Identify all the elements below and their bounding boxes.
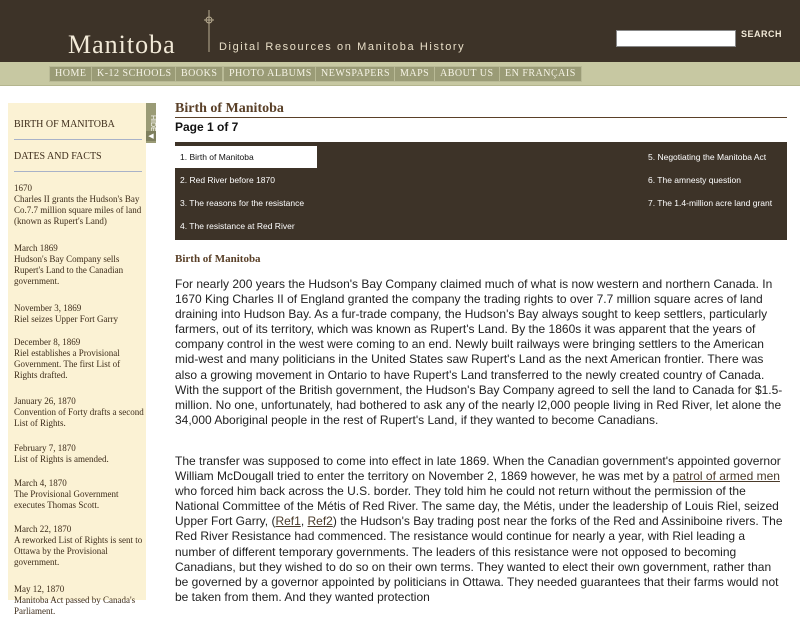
event-date: January 26, 1870 <box>14 396 76 406</box>
event-date: May 12, 1870 <box>14 584 65 594</box>
page-menu-item-3[interactable]: 3. The reasons for the resistance <box>180 198 305 208</box>
sidebar-divider <box>14 139 142 140</box>
page-menu <box>175 142 787 240</box>
timeline-event <box>14 478 144 511</box>
main-nav <box>0 62 800 86</box>
paragraph-text: The transfer was supposed to come into effect in late 1869. When the Canadian government's appointed governor William McDougall tried to enter the territory on November 2, 1869 however, he was met by a <box>175 454 781 484</box>
event-text: The Provisional Government executes Thomas Scott. <box>14 489 119 510</box>
event-date: March 1869 <box>14 243 58 253</box>
paragraph-text: who forced him back across the U.S. border. They told him he could not return without the permission of the National Committee of the Métis of Red River. The same day, the Métis, under the leadership of Louis Riel, seized Upper Fort Garry, ( <box>175 484 779 529</box>
page-menu-item-1[interactable]: 1. Birth of Manitoba <box>175 146 317 168</box>
page-menu-item-6[interactable]: 6. The amnesty question <box>648 175 741 185</box>
event-text: Hudson's Bay Company sells Rupert's Land to the Canadian government. <box>14 254 124 286</box>
timeline-event <box>14 183 144 227</box>
event-date: February 7, 1870 <box>14 443 76 453</box>
page-menu-item-7[interactable]: 7. The 1.4-million acre land grant <box>648 198 773 208</box>
site-logo[interactable]: Manitoba <box>68 30 176 59</box>
sidebar-link-dates-and-facts[interactable]: DATES AND FACTS <box>14 151 102 162</box>
search-button[interactable]: SEARCH <box>741 29 783 39</box>
nav-newspapers[interactable]: NEWSPAPERS <box>315 66 396 82</box>
article-paragraph: For nearly 200 years the Hudson's Bay Company claimed much of what is now western and northern Canada. In 1670 King Charles II of England granted the company the trading rights to over 7.7 million square acres of land draining into Hudson Bay. As a fur-trade company, the Hudson's Bay always sought to keep settlers, particularly farmers, out of its territory, which was known as Rupert's Land. By the 1860s it was apparent that the years of company control in the west were coming to an end. Newly built railways were bringing settlers to the American mid-west and many politicians in the United States saw Rupert's Land as the next American frontier. There was also a growing movement in Ontario to have Rupert's Land transferred to the newly created country of Canada. With the support of the British government, the Hudson's Bay Company agreed to sell the land to Canada for $1.5-million. No one, unfortunately, had bothered to ask any of the nearly l2,000 people living in Red River, let alone the 34,000 Aboriginal people in the rest of Rupert's Land, if they wanted to become Canadians. <box>175 277 783 427</box>
section-heading: Birth of Manitoba <box>175 253 261 265</box>
event-date: 1670 <box>14 183 32 193</box>
page-menu-item-5[interactable]: 5. Negotiating the Manitoba Act <box>648 152 767 162</box>
sidebar-divider <box>14 171 142 172</box>
page-menu-item-4[interactable]: 4. The resistance at Red River <box>180 221 295 231</box>
nav-about-us[interactable]: ABOUT US <box>434 66 500 82</box>
sidebar-link-birth-of-manitoba[interactable]: BIRTH OF MANITOBA <box>14 119 115 130</box>
ref2-link[interactable]: Ref2 <box>307 514 333 529</box>
paragraph-text: ) the Hudson's Bay trading post near the forks of the Red and Assiniboine rivers. The Red River Resistance had commenced. The resistance would continue for nearly a year, with Riel leading a number of different temporary governments. The leaders of this resistance were not opposed to becoming Canadians, but they wished to do so on their own terms. They wanted to elect their own government, rather than be governed by a governor appointed by politicians in Ottawa. They needed guarantees that their farms would not be taken from them. And they wanted protection <box>175 514 783 604</box>
patrol-of-armed-men-link[interactable]: patrol of armed men <box>672 469 780 484</box>
timeline-event <box>14 524 144 568</box>
event-date: November 3, 1869 <box>14 303 82 313</box>
event-date: March 4, 1870 <box>14 478 67 488</box>
event-text: Convention of Forty drafts a second List of Rights. <box>14 407 144 428</box>
nav-books[interactable]: BOOKS <box>175 66 223 82</box>
collapse-arrow-icon[interactable]: ◀ <box>146 131 156 141</box>
nav-maps[interactable]: MAPS <box>394 66 435 82</box>
nav-home[interactable]: HOME <box>49 66 92 82</box>
event-text: Riel seizes Upper Fort Garry <box>14 314 118 324</box>
nav-k12-schools[interactable]: K-12 SCHOOLS <box>91 66 178 82</box>
site-tagline: Digital Resources on Manitoba History <box>219 41 466 53</box>
event-text: List of Rights is amended. <box>14 454 109 464</box>
timeline-event <box>14 584 144 617</box>
timeline-event <box>14 443 144 465</box>
sidebar <box>8 103 146 616</box>
article-paragraph <box>175 454 787 605</box>
timeline-event <box>14 337 144 381</box>
event-text: Charles II grants the Hudson's Bay Co.7.7 million square miles of land (known as Rupert's Land) <box>14 194 142 226</box>
ref1-link[interactable]: Ref1 <box>275 514 301 529</box>
site-header <box>0 0 800 62</box>
page-menu-item-2[interactable]: 2. Red River before 1870 <box>180 175 275 185</box>
page-indicator: Page 1 of 7 <box>175 120 239 134</box>
search-input[interactable] <box>616 30 736 47</box>
paragraph-text: , <box>300 514 308 529</box>
event-text: Riel establishes a Provisional Government. The first List of Rights drafted. <box>14 348 121 380</box>
timeline-event <box>14 303 144 325</box>
ornament-icon <box>200 10 218 52</box>
title-divider <box>175 117 787 118</box>
page-title: Birth of Manitoba <box>175 101 284 116</box>
nav-en-francais[interactable]: EN FRANÇAIS <box>499 66 582 82</box>
timeline-event <box>14 243 144 287</box>
event-text: Manitoba Act passed by Canada's Parliament. <box>14 595 136 616</box>
nav-photo-albums[interactable]: PHOTO ALBUMS <box>223 66 318 82</box>
event-date: March 22, 1870 <box>14 524 72 534</box>
hide-sidebar-button[interactable]: HIDE <box>146 103 156 143</box>
event-date: December 8, 1869 <box>14 337 81 347</box>
timeline-event <box>14 396 144 429</box>
event-text: A reworked List of Rights is sent to Ottawa by the Provisional government. <box>14 535 143 567</box>
